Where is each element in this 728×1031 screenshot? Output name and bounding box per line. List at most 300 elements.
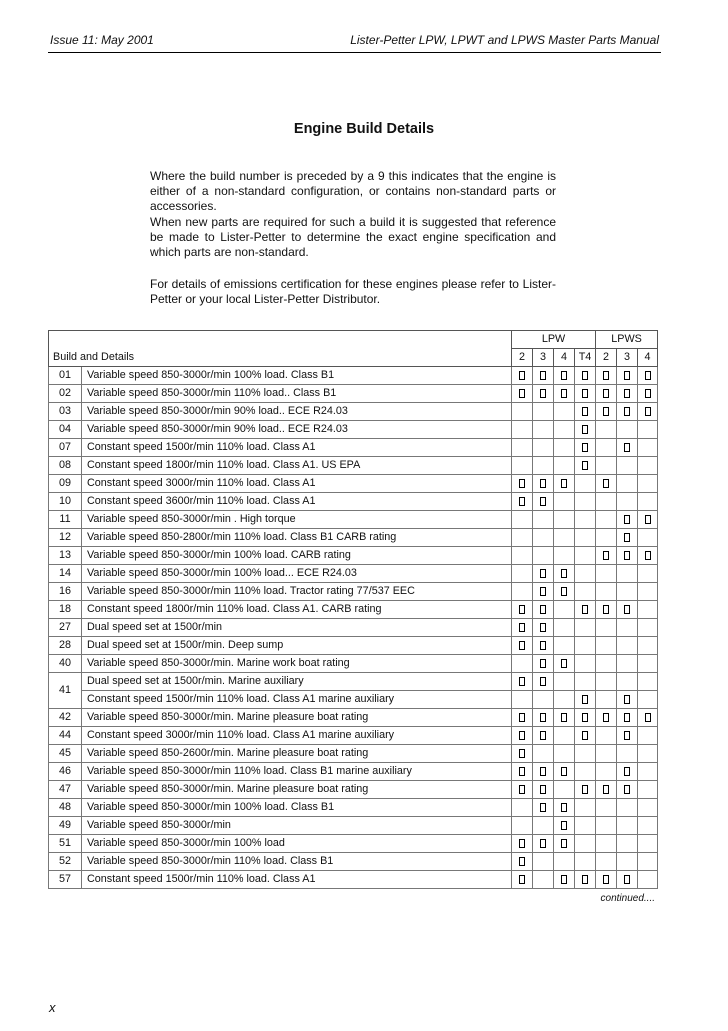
applicable-mark <box>519 623 525 632</box>
applicability-cell <box>554 673 575 691</box>
applicability-cell <box>533 709 554 727</box>
applicable-mark <box>624 785 630 794</box>
applicability-cell <box>533 853 554 871</box>
applicability-cell <box>617 871 638 889</box>
applicability-cell <box>617 781 638 799</box>
applicability-cell <box>512 637 533 655</box>
build-detail: Constant speed 1500r/min 110% load. Class A1 marine auxiliary <box>82 691 512 709</box>
applicable-mark <box>519 641 525 650</box>
applicability-cell <box>575 475 596 493</box>
applicability-cell <box>512 691 533 709</box>
build-detail: Variable speed 850-3000r/min 100% load. Class B1 <box>82 367 512 385</box>
build-detail: Constant speed 1800r/min 110% load. Class A1. US EPA <box>82 457 512 475</box>
applicability-cell <box>617 727 638 745</box>
applicability-cell <box>617 439 638 457</box>
applicability-cell <box>512 403 533 421</box>
table-row <box>49 493 658 511</box>
applicability-cell <box>533 529 554 547</box>
build-number: 07 <box>49 439 82 457</box>
applicability-cell <box>596 709 617 727</box>
applicability-cell <box>617 799 638 817</box>
applicability-cell <box>554 799 575 817</box>
applicability-cell <box>596 781 617 799</box>
applicability-cell <box>533 655 554 673</box>
applicability-cell <box>617 547 638 565</box>
intro-paragraph-3: For details of emissions certification for these engines please refer to Lister-Petter or your local Lister-Petter Distributor. <box>150 277 556 307</box>
applicable-mark <box>561 659 567 668</box>
build-detail: Constant speed 3600r/min 110% load. Class A1 <box>82 493 512 511</box>
applicability-cell <box>575 547 596 565</box>
table-row <box>49 745 658 763</box>
applicability-cell <box>596 511 617 529</box>
applicable-mark <box>561 713 567 722</box>
build-details-table <box>48 330 658 889</box>
applicable-mark <box>561 875 567 884</box>
applicable-mark <box>645 515 651 524</box>
applicability-cell <box>638 835 658 853</box>
build-detail: Variable speed 850-3000r/min. Marine work boat rating <box>82 655 512 673</box>
build-detail: Variable speed 850-3000r/min 110% load. Class B1 marine auxiliary <box>82 763 512 781</box>
build-detail: Variable speed 850-3000r/min 110% load. Tractor rating 77/537 EEC <box>82 583 512 601</box>
applicability-cell <box>617 475 638 493</box>
table-row <box>49 385 658 403</box>
applicable-mark <box>561 371 567 380</box>
applicability-cell <box>533 763 554 781</box>
applicable-mark <box>519 857 525 866</box>
applicability-cell <box>533 475 554 493</box>
applicable-mark <box>603 389 609 398</box>
applicability-cell <box>575 853 596 871</box>
applicable-mark <box>519 749 525 758</box>
applicability-cell <box>638 493 658 511</box>
table-row <box>49 835 658 853</box>
applicability-cell <box>638 601 658 619</box>
applicable-mark <box>519 767 525 776</box>
applicable-mark <box>603 371 609 380</box>
table-row <box>49 529 658 547</box>
applicability-cell <box>596 367 617 385</box>
applicability-cell <box>638 727 658 745</box>
applicability-cell <box>554 655 575 673</box>
table-row <box>49 871 658 889</box>
applicability-cell <box>554 385 575 403</box>
applicability-cell <box>575 601 596 619</box>
applicability-cell <box>575 727 596 745</box>
applicability-cell <box>575 871 596 889</box>
applicable-mark <box>645 713 651 722</box>
applicability-cell <box>596 619 617 637</box>
applicability-cell <box>617 385 638 403</box>
group-header-lpws: LPWS <box>596 331 658 349</box>
applicability-cell <box>638 745 658 763</box>
applicable-mark <box>540 785 546 794</box>
applicable-mark <box>582 443 588 452</box>
applicability-cell <box>575 745 596 763</box>
applicability-cell <box>512 493 533 511</box>
applicability-cell <box>596 457 617 475</box>
applicability-cell <box>512 565 533 583</box>
applicability-cell <box>617 529 638 547</box>
applicability-cell <box>533 439 554 457</box>
applicable-mark <box>540 659 546 668</box>
build-number: 51 <box>49 835 82 853</box>
table-row <box>49 709 658 727</box>
applicability-cell <box>575 655 596 673</box>
applicability-cell <box>596 403 617 421</box>
applicability-cell <box>596 385 617 403</box>
applicability-cell <box>617 457 638 475</box>
applicability-cell <box>533 367 554 385</box>
applicability-cell <box>554 709 575 727</box>
table-row <box>49 565 658 583</box>
group-header-lpw: LPW <box>512 331 596 349</box>
applicability-cell <box>554 619 575 637</box>
applicable-mark <box>540 371 546 380</box>
build-number: 27 <box>49 619 82 637</box>
build-detail: Variable speed 850-3000r/min. Marine pleasure boat rating <box>82 709 512 727</box>
applicability-cell <box>617 655 638 673</box>
applicable-mark <box>603 713 609 722</box>
applicability-cell <box>617 673 638 691</box>
applicability-cell <box>596 529 617 547</box>
build-detail: Variable speed 850-3000r/min 110% load. Class B1 <box>82 853 512 871</box>
build-detail: Dual speed set at 1500r/min. Deep sump <box>82 637 512 655</box>
applicability-cell <box>533 727 554 745</box>
applicable-mark <box>603 875 609 884</box>
applicability-cell <box>617 565 638 583</box>
applicability-cell <box>533 871 554 889</box>
build-number: 02 <box>49 385 82 403</box>
build-detail: Constant speed 1500r/min 110% load. Class A1 <box>82 439 512 457</box>
applicability-cell <box>638 457 658 475</box>
table-row <box>49 421 658 439</box>
applicability-cell <box>533 457 554 475</box>
applicability-cell <box>533 691 554 709</box>
applicability-cell <box>596 763 617 781</box>
applicable-mark <box>540 389 546 398</box>
table-row <box>49 547 658 565</box>
applicability-cell <box>596 583 617 601</box>
applicability-cell <box>512 673 533 691</box>
applicability-cell <box>554 367 575 385</box>
applicability-cell <box>512 385 533 403</box>
applicability-cell <box>638 421 658 439</box>
applicability-cell <box>596 565 617 583</box>
applicable-mark <box>603 407 609 416</box>
table-row <box>49 655 658 673</box>
applicability-cell <box>617 367 638 385</box>
applicable-mark <box>519 713 525 722</box>
applicability-cell <box>554 817 575 835</box>
applicability-cell <box>512 871 533 889</box>
subheader-cylinders: 3 <box>617 349 638 367</box>
applicability-cell <box>512 799 533 817</box>
applicable-mark <box>645 407 651 416</box>
build-number: 08 <box>49 457 82 475</box>
applicability-cell <box>638 367 658 385</box>
applicability-cell <box>575 385 596 403</box>
intro-paragraph-2: When new parts are required for such a build it is suggested that reference be made to Lister-Petter to determine the exact engine specification and which parts are non-standard. <box>150 214 556 260</box>
applicability-cell <box>617 691 638 709</box>
applicability-cell <box>512 745 533 763</box>
applicability-cell <box>554 583 575 601</box>
applicability-cell <box>554 781 575 799</box>
build-detail: Variable speed 850-3000r/min 90% load.. ECE R24.03 <box>82 421 512 439</box>
applicability-cell <box>554 529 575 547</box>
applicable-mark <box>645 389 651 398</box>
build-detail: Variable speed 850-2600r/min. Marine pleasure boat rating <box>82 745 512 763</box>
applicability-cell <box>617 745 638 763</box>
subheader-cylinders: 4 <box>554 349 575 367</box>
applicable-mark <box>540 587 546 596</box>
build-number: 48 <box>49 799 82 817</box>
applicability-cell <box>512 547 533 565</box>
build-detail: Dual speed set at 1500r/min <box>82 619 512 637</box>
applicability-cell <box>638 403 658 421</box>
applicability-cell <box>533 385 554 403</box>
applicability-cell <box>638 619 658 637</box>
applicable-mark <box>603 785 609 794</box>
applicability-cell <box>512 655 533 673</box>
applicability-cell <box>575 403 596 421</box>
applicable-mark <box>624 551 630 560</box>
build-detail: Constant speed 1500r/min 110% load. Class A1 <box>82 871 512 889</box>
table-row <box>49 439 658 457</box>
page-number: x <box>49 1000 56 1015</box>
build-number: 14 <box>49 565 82 583</box>
applicable-mark <box>519 785 525 794</box>
applicable-mark <box>519 371 525 380</box>
applicability-cell <box>596 817 617 835</box>
applicable-mark <box>645 371 651 380</box>
applicability-cell <box>575 637 596 655</box>
applicable-mark <box>582 695 588 704</box>
build-number: 10 <box>49 493 82 511</box>
applicability-cell <box>533 511 554 529</box>
applicable-mark <box>624 407 630 416</box>
applicability-cell <box>512 817 533 835</box>
applicability-cell <box>596 601 617 619</box>
applicable-mark <box>582 389 588 398</box>
table-row <box>49 457 658 475</box>
applicability-cell <box>617 511 638 529</box>
build-number: 28 <box>49 637 82 655</box>
subheader-cylinders: 3 <box>533 349 554 367</box>
table-row <box>49 601 658 619</box>
build-detail: Variable speed 850-3000r/min <box>82 817 512 835</box>
build-number: 18 <box>49 601 82 619</box>
subheader-cylinders: 2 <box>596 349 617 367</box>
page-title: Engine Build Details <box>293 121 435 137</box>
applicability-cell <box>575 763 596 781</box>
applicability-cell <box>512 583 533 601</box>
table-row <box>49 583 658 601</box>
applicable-mark <box>540 605 546 614</box>
build-number: 44 <box>49 727 82 745</box>
applicable-mark <box>540 803 546 812</box>
applicability-cell <box>575 565 596 583</box>
table-row <box>49 475 658 493</box>
applicability-cell <box>575 583 596 601</box>
applicability-cell <box>512 475 533 493</box>
applicability-cell <box>638 691 658 709</box>
applicable-mark <box>624 695 630 704</box>
build-number: 09 <box>49 475 82 493</box>
applicability-cell <box>533 601 554 619</box>
applicability-cell <box>596 475 617 493</box>
applicability-cell <box>533 421 554 439</box>
applicability-cell <box>512 727 533 745</box>
applicability-cell <box>617 583 638 601</box>
applicability-cell <box>512 781 533 799</box>
applicable-mark <box>582 425 588 434</box>
table-row <box>49 727 658 745</box>
applicability-cell <box>638 475 658 493</box>
applicability-cell <box>596 871 617 889</box>
applicable-mark <box>540 677 546 686</box>
applicability-cell <box>617 421 638 439</box>
applicability-cell <box>617 817 638 835</box>
applicability-cell <box>617 493 638 511</box>
build-detail: Variable speed 850-3000r/min 100% load <box>82 835 512 853</box>
applicability-cell <box>596 691 617 709</box>
build-detail: Variable speed 850-3000r/min 90% load.. ECE R24.03 <box>82 403 512 421</box>
applicable-mark <box>624 533 630 542</box>
table-row <box>49 763 658 781</box>
build-number: 45 <box>49 745 82 763</box>
table-subheader-row <box>49 349 658 367</box>
table-row <box>49 799 658 817</box>
build-detail: Variable speed 850-3000r/min . High torque <box>82 511 512 529</box>
applicable-mark <box>561 803 567 812</box>
applicability-cell <box>575 529 596 547</box>
applicability-cell <box>575 367 596 385</box>
build-number: 52 <box>49 853 82 871</box>
intro-text <box>150 169 556 308</box>
build-detail: Variable speed 850-3000r/min 100% load... ECE R24.03 <box>82 565 512 583</box>
applicability-cell <box>617 403 638 421</box>
applicability-cell <box>575 673 596 691</box>
applicability-cell <box>575 817 596 835</box>
continued-note: continued.... <box>600 893 655 904</box>
applicability-cell <box>596 421 617 439</box>
applicable-mark <box>519 479 525 488</box>
applicability-cell <box>533 817 554 835</box>
applicability-cell <box>512 709 533 727</box>
subheader-cylinders: T4 <box>575 349 596 367</box>
applicability-cell <box>638 511 658 529</box>
build-number: 16 <box>49 583 82 601</box>
applicable-mark <box>519 839 525 848</box>
applicability-cell <box>638 385 658 403</box>
applicability-cell <box>554 421 575 439</box>
applicable-mark <box>582 605 588 614</box>
applicability-cell <box>512 601 533 619</box>
build-detail: Variable speed 850-3000r/min. Marine pleasure boat rating <box>82 781 512 799</box>
applicability-cell <box>533 403 554 421</box>
applicability-cell <box>638 871 658 889</box>
applicability-cell <box>533 583 554 601</box>
applicable-mark <box>603 605 609 614</box>
applicability-cell <box>554 403 575 421</box>
applicable-mark <box>561 389 567 398</box>
table-row <box>49 619 658 637</box>
applicability-cell <box>617 835 638 853</box>
applicability-cell <box>554 637 575 655</box>
applicability-cell <box>533 745 554 763</box>
applicability-cell <box>512 367 533 385</box>
applicability-cell <box>533 799 554 817</box>
applicability-cell <box>575 421 596 439</box>
applicability-cell <box>638 655 658 673</box>
applicable-mark <box>561 839 567 848</box>
applicable-mark <box>540 497 546 506</box>
applicability-cell <box>617 709 638 727</box>
table-row <box>49 817 658 835</box>
applicability-cell <box>575 511 596 529</box>
applicable-mark <box>561 569 567 578</box>
applicability-cell <box>596 835 617 853</box>
applicable-mark <box>582 785 588 794</box>
table-row <box>49 673 658 691</box>
applicability-cell <box>596 853 617 871</box>
applicability-cell <box>554 547 575 565</box>
build-detail: Dual speed set at 1500r/min. Marine auxiliary <box>82 673 512 691</box>
build-number: 01 <box>49 367 82 385</box>
applicability-cell <box>638 529 658 547</box>
applicability-cell <box>596 655 617 673</box>
applicability-cell <box>638 439 658 457</box>
applicability-cell <box>638 763 658 781</box>
applicability-cell <box>617 763 638 781</box>
build-detail: Variable speed 850-3000r/min 100% load. Class B1 <box>82 799 512 817</box>
applicability-cell <box>554 853 575 871</box>
applicability-cell <box>533 565 554 583</box>
header-issue: Issue 11: May 2001 <box>50 33 154 47</box>
applicable-mark <box>561 821 567 830</box>
applicability-cell <box>596 637 617 655</box>
applicability-cell <box>512 619 533 637</box>
build-number: 47 <box>49 781 82 799</box>
applicability-cell <box>575 799 596 817</box>
applicability-cell <box>617 619 638 637</box>
applicability-cell <box>533 637 554 655</box>
applicability-cell <box>512 511 533 529</box>
applicable-mark <box>540 623 546 632</box>
applicability-cell <box>533 547 554 565</box>
subheader-cylinders: 4 <box>638 349 658 367</box>
applicability-cell <box>554 727 575 745</box>
build-number: 42 <box>49 709 82 727</box>
build-number: 40 <box>49 655 82 673</box>
applicability-cell <box>554 457 575 475</box>
table-row <box>49 781 658 799</box>
build-number: 03 <box>49 403 82 421</box>
applicable-mark <box>603 479 609 488</box>
applicability-cell <box>533 835 554 853</box>
applicable-mark <box>561 767 567 776</box>
build-number: 57 <box>49 871 82 889</box>
table-group-header-row <box>49 331 658 349</box>
applicable-mark <box>540 767 546 776</box>
applicable-mark <box>540 731 546 740</box>
build-detail: Constant speed 3000r/min 110% load. Class A1 marine auxiliary <box>82 727 512 745</box>
applicable-mark <box>540 479 546 488</box>
applicable-mark <box>519 497 525 506</box>
applicability-cell <box>533 493 554 511</box>
applicability-cell <box>575 835 596 853</box>
applicability-cell <box>575 781 596 799</box>
